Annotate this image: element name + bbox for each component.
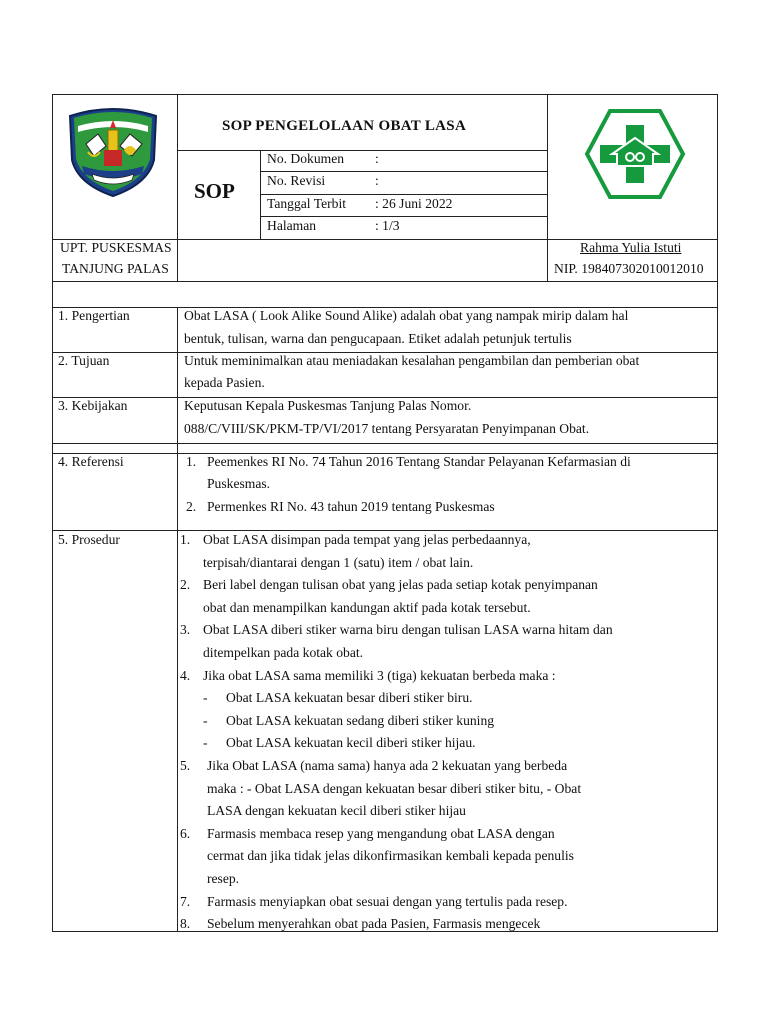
doc-field-label-no-revisi: No. Revisi [267, 173, 326, 188]
prosedur-item-text: resep. [207, 871, 240, 886]
org-divider-1 [177, 239, 178, 281]
kebijakan-line: Keputusan Kepala Puskesmas Tanjung Palas Nomor. [184, 398, 472, 413]
referensi-item-number: 2. [186, 499, 197, 514]
prosedur-item-text: terpisah/diantarai dengan 1 (satu) item / obat lain. [203, 555, 474, 570]
signer-nip: NIP. 198407302010012010 [554, 261, 704, 276]
prosedur-item-number: 6. [180, 826, 191, 841]
tujuan-line: Untuk meminimalkan atau meniadakan kesalahan pengambilan dan pemberian obat [184, 353, 640, 368]
org-bottom-line [52, 281, 718, 282]
prosedur-item-text: Farmasis menyiapkan obat sesuai dengan yang tertulis pada resep. [207, 894, 568, 909]
section-label-prosedur: 5. Prosedur [58, 532, 120, 547]
org-name-line1: UPT. PUSKESMAS [60, 240, 172, 255]
tujuan-line: kepada Pasien. [184, 375, 265, 390]
prosedur-item-text: Obat LASA disimpan pada tempat yang jelas perbedaannya, [203, 532, 531, 547]
prosedur-item-text: Obat LASA kekuatan sedang diberi stiker kuning [226, 713, 495, 728]
prosedur-item-text: Jika obat LASA sama memiliki 3 (tiga) kekuatan berbeda maka : [203, 668, 556, 683]
org-name-line2: TANJUNG PALAS [62, 261, 169, 276]
doc-field-label-halaman: Halaman [267, 218, 317, 233]
prosedur-item-number: 2. [180, 577, 191, 592]
doc-field-value-no-revisi: : [375, 173, 379, 188]
prosedur-item-number: 1. [180, 532, 191, 547]
prosedur-item-text: cermat dan jika tidak jelas dikonfirmasikan kembali kepada penulis [207, 848, 574, 863]
prosedur-item-number: 8. [180, 916, 191, 931]
document-title: SOP PENGELOLAAN OBAT LASA [222, 118, 467, 134]
prosedur-item-text: Farmasis membaca resep yang mengandung obat LASA dengan [207, 826, 555, 841]
doc-field-label-no-dokumen: No. Dokumen [267, 151, 345, 166]
prosedur-item-text: Jika Obat LASA (nama sama) hanya ada 2 kekuatan yang berbeda [207, 758, 568, 773]
table-border-left [52, 94, 53, 932]
prosedur-item-text: Obat LASA kekuatan besar diberi stiker biru. [226, 690, 473, 705]
sop-label: SOP [194, 179, 235, 203]
prosedur-item-text: Sebelum menyerahkan obat pada Pasien, Farmasis mengecek [207, 916, 541, 931]
section-label-kebijakan: 3. Kebijakan [58, 398, 128, 413]
doc-field-label-tanggal-terbit: Tanggal Terbit [267, 196, 347, 211]
referensi-item-text: Permenkes RI No. 43 tahun 2019 tentang Puskesmas [207, 499, 495, 514]
prosedur-item-number: 7. [180, 894, 191, 909]
doc-row-line-3 [260, 216, 548, 217]
prosedur-item-text: Beri label dengan tulisan obat yang jelas pada setiap kotak penyimpanan [203, 577, 598, 592]
section-line-4 [52, 530, 718, 531]
header-row-line [177, 150, 548, 151]
referensi-item-number: 1. [186, 454, 197, 469]
section-divider [177, 307, 178, 932]
referensi-item-text: Peemenkes RI No. 74 Tahun 2016 Tentang Standar Pelayanan Kefarmasian di [207, 454, 631, 469]
doc-row-line-1 [260, 171, 548, 172]
prosedur-item-text: ditempelkan pada kotak obat. [203, 645, 364, 660]
pengertian-line: bentuk, tulisan, warna dan pengucapaan. Etiket adalah petunjuk tertulis [184, 331, 572, 346]
puskesmas-logo [584, 108, 686, 200]
table-border-top [52, 94, 718, 95]
signer-name: Rahma Yulia Istuti [580, 240, 682, 255]
prosedur-item-text: Obat LASA kekuatan kecil diberi stiker hijau. [226, 735, 476, 750]
section-label-pengertian: 1. Pengertian [58, 308, 130, 323]
prosedur-item-number: 5. [180, 758, 191, 773]
prosedur-item-number: - [203, 713, 208, 728]
prosedur-item-text: Obat LASA diberi stiker warna biru dengan tulisan LASA warna hitam dan [203, 622, 613, 637]
bulungan-emblem-logo [64, 104, 162, 200]
section-label-referensi: 4. Referensi [58, 454, 124, 469]
org-divider-2 [547, 239, 548, 281]
prosedur-item-number: - [203, 735, 208, 750]
header-divider-1 [177, 94, 178, 239]
doc-field-value-halaman: : 1/3 [375, 218, 400, 233]
doc-field-value-tanggal-terbit: : 26 Juni 2022 [375, 196, 453, 211]
kebijakan-line: 088/C/VIII/SK/PKM-TP/VI/2017 tentang Persyaratan Penyimpanan Obat. [184, 421, 590, 436]
prosedur-item-number: 3. [180, 622, 191, 637]
doc-row-line-2 [260, 194, 548, 195]
prosedur-item-number: - [203, 690, 208, 705]
pengertian-line: Obat LASA ( Look Alike Sound Alike) adalah obat yang nampak mirip dalam hal [184, 308, 629, 323]
doc-field-value-no-dokumen: : [375, 151, 379, 166]
section-line-3 [52, 443, 718, 444]
prosedur-item-text: maka : - Obat LASA dengan kekuatan besar diberi stiker bitu, - Obat [207, 781, 582, 796]
table-border-right [717, 94, 718, 932]
prosedur-item-text: LASA dengan kekuatan kecil diberi stiker hijau [207, 803, 466, 818]
section-label-tujuan: 2. Tujuan [58, 353, 110, 368]
referensi-item-text: Puskesmas. [207, 476, 271, 491]
prosedur-item-text: obat dan menampilkan kandungan aktif pada kotak tersebut. [203, 600, 531, 615]
header-divider-2 [547, 94, 548, 239]
prosedur-item-number: 4. [180, 668, 191, 683]
